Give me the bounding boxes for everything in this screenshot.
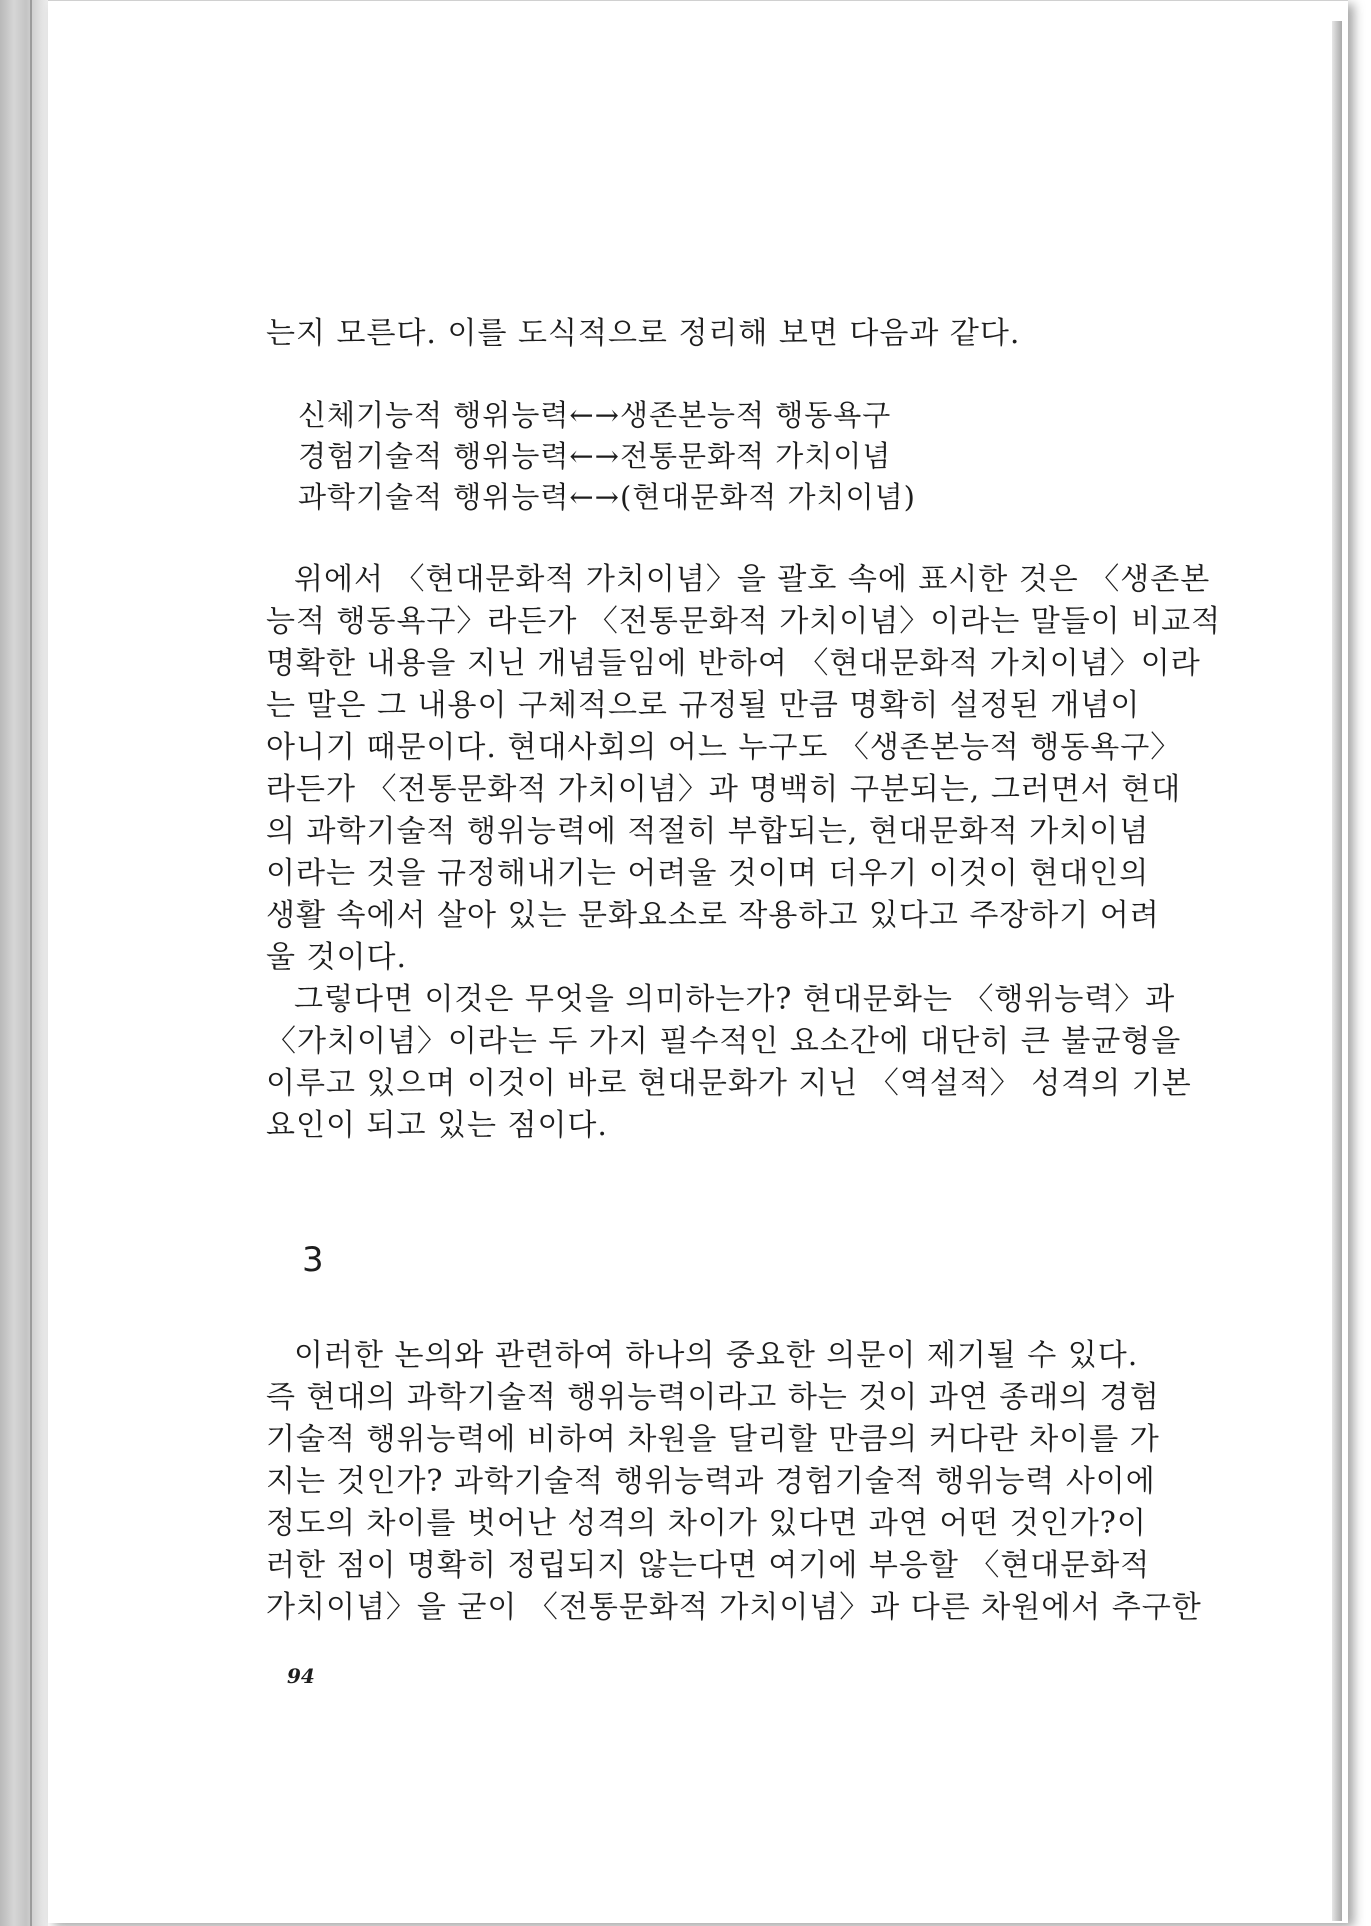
text-line: 아니기 때문이다. 현대사회의 어느 누구도 〈생존본능적 행동욕구〉 [266,730,1182,765]
page-number: 94 [287,1664,315,1688]
intro-line: 는지 모른다. 이를 도식적으로 정리해 보면 다음과 같다. [266,316,1021,351]
text-line: 의 과학기술적 행위능력에 적절히 부합되는, 현대문화적 가치이념 [266,814,1150,849]
text-line: 기술적 행위능력에 비하여 차원을 달리할 만큼의 커다란 차이를 가 [266,1422,1160,1457]
text-line: 능적 행동욕구〉라든가 〈전통문화적 가치이념〉이라는 말들이 비교적 [266,604,1222,639]
text-line: 이러한 논의와 관련하여 하나의 중요한 의문이 제기될 수 있다. [294,1338,1139,1373]
text-line: 그렇다면 이것은 무엇을 의미하는가? 현대문화는 〈행위능력〉과 [294,982,1176,1017]
text-line: 지는 것인가? 과학기술적 행위능력과 경험기술적 행위능력 사이에 [266,1464,1156,1499]
text-line: 생활 속에서 살아 있는 문화요소로 작용하고 있다고 주장하기 어려 [266,898,1160,933]
text-line: 이라는 것을 규정해내기는 어려울 것이며 더우기 이것이 현대인의 [266,856,1150,891]
text-line: 울 것이다. [266,940,407,975]
text-line: 정도의 차이를 벗어난 성격의 차이가 있다면 과연 어떤 것인가?이 [266,1506,1147,1541]
text-line: 즉 현대의 과학기술적 행위능력이라고 하는 것이 과연 종래의 경험 [266,1380,1160,1415]
book-edge-line [30,0,32,1926]
scheme-line: 신체기능적 행위능력←→생존본능적 행동욕구 [298,398,892,432]
page-right-shadow [1332,21,1342,1921]
text-line: 라든가 〈전통문화적 가치이념〉과 명백히 구분되는, 그러면서 현대 [266,772,1182,807]
text-line: 〈가치이념〉이라는 두 가지 필수적인 요소간에 대단히 큰 불균형을 [266,1024,1182,1059]
text-line: 러한 점이 명확히 정립되지 않는다면 여기에 부응할 〈현대문화적 [266,1548,1151,1583]
section-number: 3 [302,1240,324,1280]
scheme-line: 과학기술적 행위능력←→(현대문화적 가치이념) [298,480,916,514]
scheme-line: 경험기술적 행위능력←→전통문화적 가치이념 [298,439,892,473]
text-line: 가치이념〉을 굳이 〈전통문화적 가치이념〉과 다른 차원에서 추구한 [266,1590,1202,1625]
text-line: 위에서 〈현대문화적 가치이념〉을 괄호 속에 표시한 것은 〈생존본 [294,562,1211,597]
text-line: 요인이 되고 있는 점이다. [266,1108,608,1143]
book-spine-edge [0,0,48,1926]
text-line: 는 말은 그 내용이 구체적으로 규정될 만큼 명확히 설정된 개념이 [266,688,1141,723]
text-line: 명확한 내용을 지닌 개념들임에 반하여 〈현대문화적 가치이념〉이라 [266,646,1201,681]
text-line: 이루고 있으며 이것이 바로 현대문화가 지닌 〈역설적〉 성격의 기본 [266,1066,1192,1101]
page-text-body [266,0,1222,1700]
